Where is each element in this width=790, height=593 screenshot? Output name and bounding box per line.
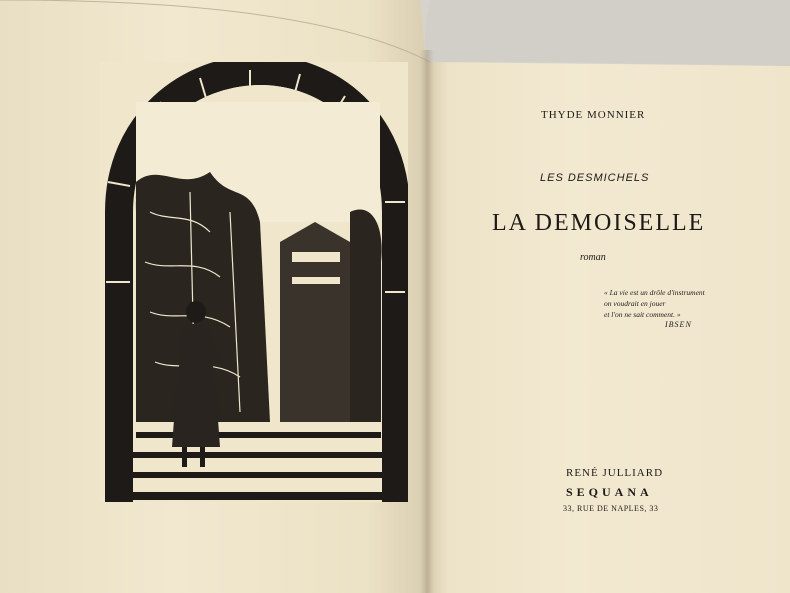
epigraph xyxy=(604,287,705,320)
publisher-imprint: SEQUANA xyxy=(566,485,653,499)
series-title: LES DESMICHELS xyxy=(540,172,650,184)
genre-label: roman xyxy=(580,252,606,263)
epigraph-line: et l'on ne sait comment. » xyxy=(604,310,681,319)
frontispiece-engraving xyxy=(100,62,408,502)
right-page xyxy=(426,62,790,593)
epigraph-line: « La vie est un drôle d'instrument xyxy=(604,288,705,297)
epigraph-line: on voudrait en jouer xyxy=(604,299,666,308)
epigraph-author: IBSEN xyxy=(665,320,692,329)
book-title: LA DEMOISELLE xyxy=(492,210,706,236)
book-gutter xyxy=(420,50,434,593)
publisher-address: 33, RUE DE NAPLES, 33 xyxy=(563,504,659,513)
author-name: THYDE MONNIER xyxy=(541,109,646,121)
publisher-name: RENÉ JULLIARD xyxy=(566,467,664,479)
